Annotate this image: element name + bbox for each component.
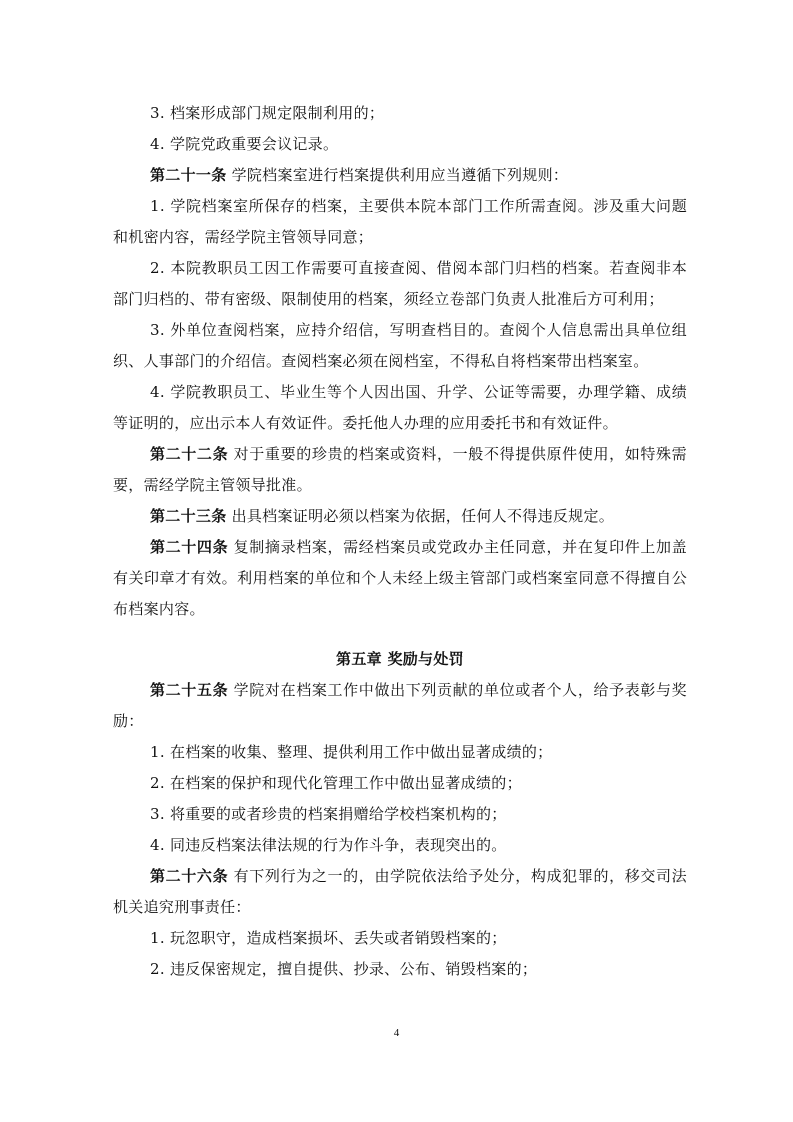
article-number: 第二十三条: [150, 507, 227, 525]
paragraph: [113, 160, 687, 191]
paragraph: [113, 861, 687, 923]
article-number: 第二十五条: [150, 681, 229, 699]
paragraph-text: 复制摘录档案，需经档案员或党政办主任同意，并在复印件上加盖有关印章才有效。利用档案的单位和个人未经上级主管部门或档案室同意不得擅自公布档案内容。: [113, 538, 687, 618]
paragraph-text: 4. 学院党政重要会议记录。: [150, 135, 339, 153]
paragraph-text: 1. 学院档案室所保存的档案，主要供本院本部门工作所需查阅。涉及重大问题和机密内容，需经学院主管领导同意；: [113, 197, 687, 246]
paragraph-text: 有下列行为之一的，由学院依法给予处分，构成犯罪的，移交司法机关追究刑事责任：: [113, 867, 687, 916]
paragraph: [113, 377, 687, 439]
paragraph: [113, 799, 687, 830]
section-articles-21-24: [113, 98, 687, 625]
paragraph: [113, 501, 687, 532]
paragraph-text: 对于重要的珍贵的档案或资料，一般不得提供原件使用，如特殊需要，需经学院主管领导批准。: [113, 445, 687, 494]
paragraph-text: 3. 将重要的或者珍贵的档案捐赠给学校档案机构的；: [150, 805, 507, 823]
article-number: 第二十四条: [150, 538, 229, 556]
section-articles-25-26: [113, 675, 687, 985]
paragraph: [113, 675, 687, 737]
paragraph-text: 3. 档案形成部门规定限制利用的；: [150, 104, 385, 122]
paragraph: [113, 129, 687, 160]
paragraph: [113, 253, 687, 315]
paragraph: [113, 830, 687, 861]
document-body: [113, 98, 687, 985]
paragraph: [113, 439, 687, 501]
article-number: 第二十一条: [150, 166, 227, 184]
article-number: 第二十六条: [150, 867, 229, 885]
paragraph-text: 3. 外单位查阅档案，应持介绍信，写明查档目的。查阅个人信息需出具单位组织、人事部门的介绍信。查阅档案必须在阅档室，不得私自将档案带出档案室。: [113, 321, 687, 370]
paragraph: [113, 954, 687, 985]
paragraph: [113, 191, 687, 253]
paragraph-text: 4. 同违反档案法律法规的行为作斗争，表现突出的。: [150, 836, 507, 854]
article-number: 第二十二条: [150, 445, 229, 463]
paragraph: [113, 315, 687, 377]
paragraph-text: 学院档案室进行档案提供利用应当遵循下列规则：: [226, 166, 569, 184]
paragraph: [113, 923, 687, 954]
paragraph: [113, 737, 687, 768]
paragraph: [113, 768, 687, 799]
paragraph-text: 2. 本院教职员工因工作需要可直接查阅、借阅本部门归档的档案。若查阅非本部门归档的、带有密级、限制使用的档案，须经立卷部门负责人批准后方可利用；: [113, 259, 687, 308]
paragraph-text: 1. 在档案的收集、整理、提供利用工作中做出显著成绩的；: [150, 743, 553, 761]
paragraph: [113, 532, 687, 625]
chapter-heading: 第五章 奖励与处罚: [336, 650, 464, 668]
paragraph: [113, 98, 687, 129]
paragraph-text: 2. 在档案的保护和现代化管理工作中做出显著成绩的；: [150, 774, 522, 792]
paragraph-text: 出具档案证明必须以档案为依据，任何人不得违反规定。: [226, 507, 615, 525]
paragraph-text: 1. 玩忽职守，造成档案损坏、丢失或者销毁档案的；: [150, 929, 507, 947]
page-number: 4: [393, 1027, 400, 1039]
paragraph-text: 2. 违反保密规定，擅自提供、抄录、公布、销毁档案的；: [150, 960, 538, 978]
paragraph-text: 4. 学院教职员工、毕业生等个人因出国、升学、公证等需要，办理学籍、成绩等证明的，应出示本人有效证件。委托他人办理的应用委托书和有效证件。: [113, 383, 687, 432]
paragraph-text: 学院对在档案工作中做出下列贡献的单位或者个人，给予表彰与奖励：: [113, 681, 687, 730]
